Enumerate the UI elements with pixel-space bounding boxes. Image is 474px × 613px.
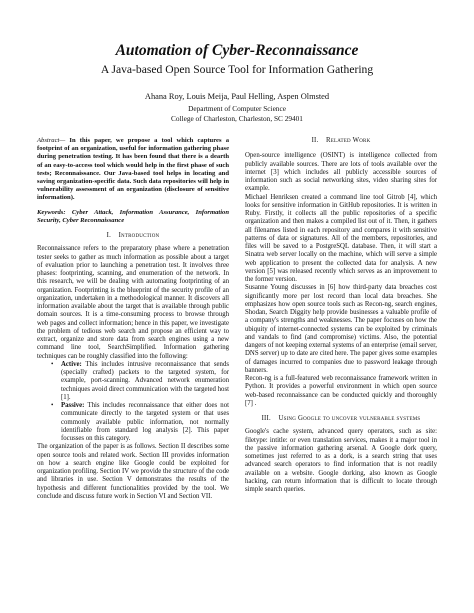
keywords: Keywords: Cyber Attack, Information Assurance, Information Security, Cyber Reconnaissance	[37, 208, 229, 224]
paper-subtitle: A Java-based Open Source Tool for Information Gathering	[100, 63, 374, 76]
author-list: Ahana Roy, Louis Meija, Paul Helling, Aspen Olmsted	[144, 92, 330, 101]
google-paragraph-1: Google's cache system, advanced query operators, such as site: filetype: intitle: or even translation services, makes it a major tool in the passive information gathering arsenal. A Google dork query, sometimes just referred to as a dork, is a search string that uses advanced search operators to find information that is not readily available on a website. Google dorking, also known as Google hacking, can return information that is difficult to locate through simple search queries.	[245, 428, 437, 493]
active-label: Active:	[61, 360, 82, 368]
technique-list	[37, 361, 229, 444]
right-column	[245, 137, 437, 494]
related-paragraph-3: Susanne Young discusses in [6] how third-party data breaches cost significantly more per lost record than local data breaches. She emphasizes how open source tools such as Recon-ng, search engines, Shodan, Search Diggity help provide businesses a valuable profile of a company's strengths and weaknesses. The paper focuses on how the ubiquity of internet-connected systems can be exploited by criminals and vandals to find (and compromise) victims. Also, the potential dangers of not keeping external systems of an enterprise (email server, DNS server) up to date are cited here. The paper gives some examples of damages incurred to companies due to password leakage through banners.	[245, 284, 437, 374]
passive-label: Passive:	[61, 402, 85, 410]
section-heading-related-work: II. Related Work	[311, 137, 371, 144]
related-paragraph-1: Open-source intelligence (OSINT) is intelligence collected from publicly available sources. There are lots of tools available over the internet [3] which includes all publicly accessible sources of information such as social networking sites, video sharing sites for example.	[245, 152, 437, 193]
left-column	[37, 137, 229, 501]
section-heading-introduction: I. Introduction	[106, 232, 160, 240]
intro-paragraph-2: The organization of the paper is as follows. Section II describes some open source tools and related work. Section III provides information on how a search engine like Google could be exploited for organization profiling. Section IV we provide the structure of the code and libraries in use. Section V demonstrates the results of the hypothesis and different functionalities provided by the tool. We conclude and discuss future work in Section VI and Section VII.	[37, 443, 229, 500]
active-text: This includes intrusive reconnaissance that sends (specially crafted) packets to the targeted system, for example, port-scanning. Advanced network enumeration techniques avoid direct communication with the targeted host [1].	[61, 360, 229, 401]
intro-paragraph-1: Reconnaissance refers to the preparatory phase where a penetration tester seeks to gather as much information as possible about a target of evaluation prior to launching a penetration test. It involves three phases: footprinting, scanning, and enumeration of the network. In this research, we will be dealing with automating footprinting of an organization. Footprinting is the blueprint of the security profile of an organization, undertaken in a methodological manner. It discovers all information available about the target that is available through public domain sources. It is a time-consuming process to browse through web pages and collect information; hence in this paper, we investigate the problem of tedious web search and propose an efficient way to extract, organize and store data from search engines using a new command line tool, SearchSimplified. Information gathering techniques can be roughly classified into the following:	[37, 245, 229, 360]
abstract	[37, 137, 229, 203]
list-item-passive	[61, 402, 229, 443]
affiliation-college: College of Charleston, Charleston, SC 29401	[171, 114, 303, 123]
list-item-active	[61, 361, 229, 402]
related-paragraph-4: Recon-ng is a full-featured web reconnaissance framework written in Python. It provides a powerful environment in which open source web-based reconnaissance can be conducted quickly and thoroughly [7] .	[245, 375, 437, 407]
affiliation-department: Department of Computer Science	[188, 104, 286, 113]
abstract-text: In this paper, we propose a tool which captures a footprint of an organization, useful for information gathering phase during penetration testing. It has been found that there is a dearth of an easy-to-access tool which would help in the first phase of such tests; Reconnaissance. Our Java-based tool helps in locating and saving organization-specific data. Such data repositories will help in vulnerability assessment of an organization (disclosure of sensitive information).	[37, 137, 229, 202]
abstract-lead: Abstract—	[37, 137, 66, 144]
section-heading-google: III. Using Google to uncover vulnerable systems	[261, 415, 421, 422]
passive-text: This includes reconnaissance that either does not communicate directly to the targeted system or that uses commonly available public information, not normally identifiable from standard log analysis [2]. This paper focusses on this category.	[61, 402, 229, 443]
related-paragraph-2: Michael Henriksen created a command line tool Gitrob [4], which looks for sensitive information in GitHub repositories. It is written in Ruby. Firstly, it collects all the public repositories of a specific organization and then makes a compiled list out of it. Then, it gathers all filenames listed in each repository and compares it with sensitive patterns of data or signatures. All of the members, repositories, and files will be saved to a PostgreSQL database. Then, it will start a Sinatra web server locally on the machine, which will serve a simple web application to present the collected data for analysis. A new version [5] was released recently which serves as an improvement to the former version.	[245, 193, 437, 283]
paper-title: Automation of Cyber-Reconnaissance	[115, 42, 359, 59]
